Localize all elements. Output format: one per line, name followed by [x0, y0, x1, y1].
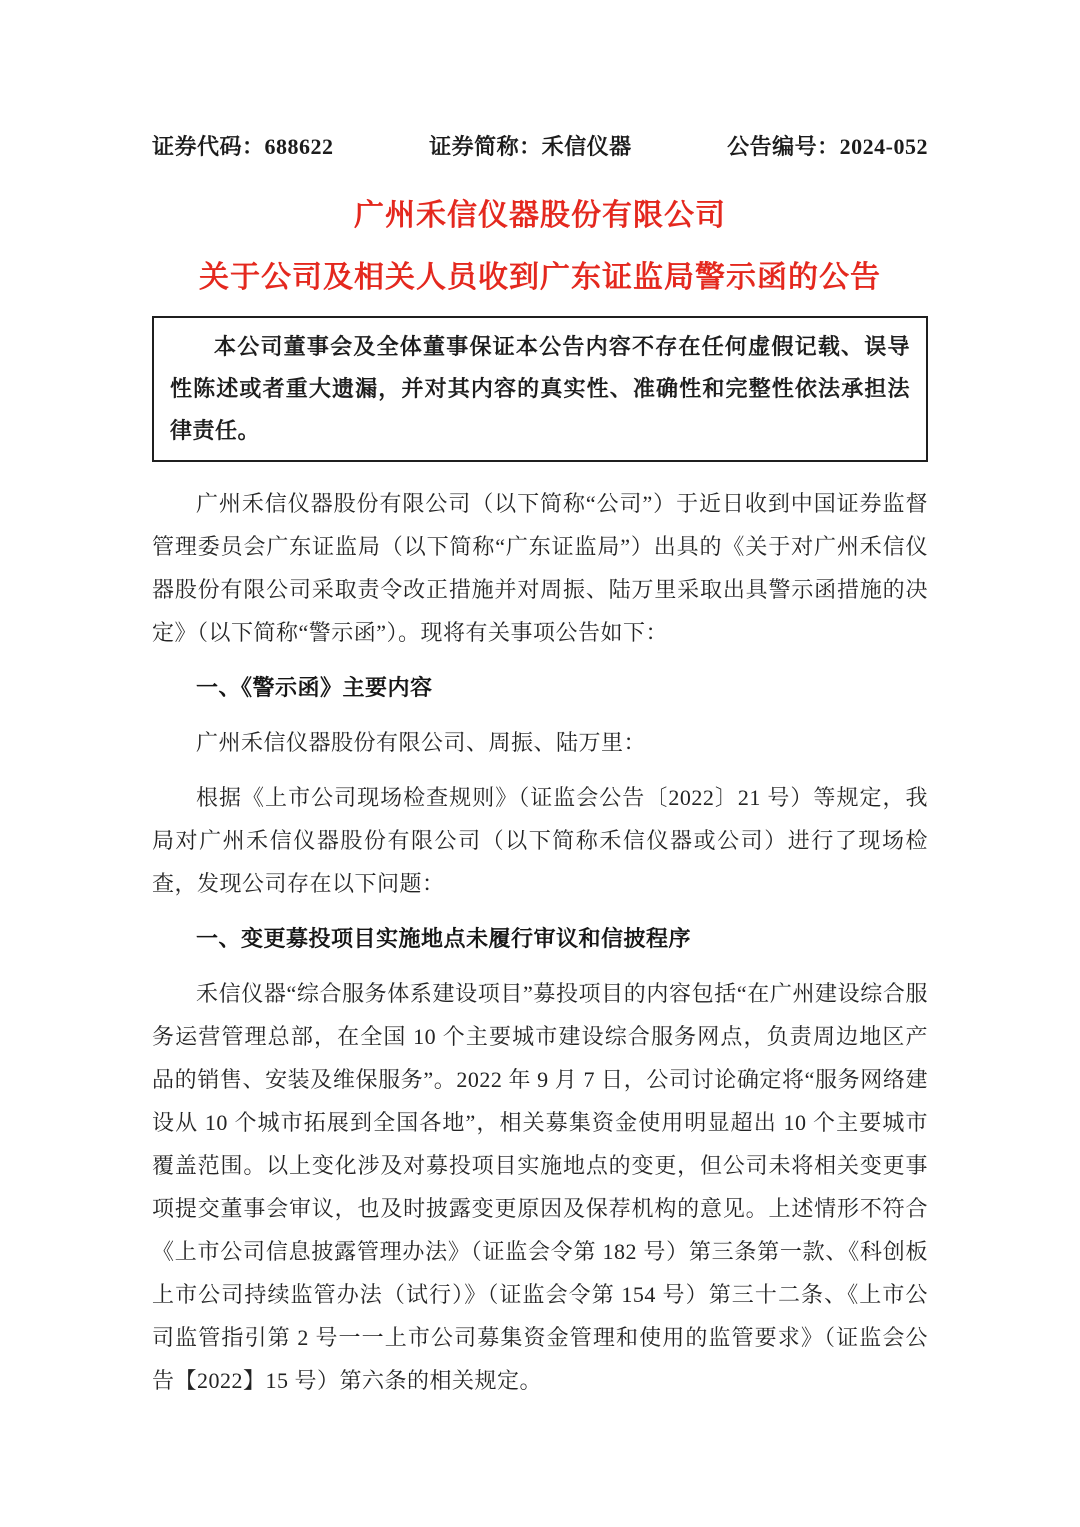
board-disclaimer-text: 本公司董事会及全体董事保证本公告内容不存在任何虚假记载、误导性陈述或者重大遗漏，并对其内容的真实性、准确性和完整性依法承担法律责任。 [170, 334, 910, 443]
announcement-title: 关于公司及相关人员收到广东证监局警示函的公告 [199, 261, 881, 294]
addressee-paragraph: 广州禾信仪器股份有限公司、周振、陆万里： [196, 730, 647, 755]
issue-heading-fundraising-location-change: 一、变更募投项目实施地点未履行审议和信披程序 [196, 926, 692, 951]
inspection-basis-paragraph: 根据《上市公司现场检查规则》（证监会公告〔2022〕21 号）等规定，我局对广州禾信仪器股份有限公司（以下简称禾信仪器或公司）进行了现场检查，发现公司存在以下问题： [152, 785, 928, 896]
announcement-number-label: 公告编号：2024-052 [727, 134, 928, 159]
issue-detail-paragraph: 禾信仪器“综合服务体系建设项目”募投项目的内容包括“在广州建设综合服务运营管理总部，在全国 10 个主要城市建设综合服务网点，负责周边地区产品的销售、安装及维保服务”。2022 年 9 月 7 日，公司讨论确定将“服务网络建设从 10 个城市拓展到全国各地”，相关募集资金使用明显超出 10 个主要城市覆盖范围。以上变化涉及对募投项目实施地点的变更，但公司未将相关变更事项提交董事会审议，也及时披露变更原因及保荐机构的意见。上述情形不符合《上市公司信息披露管理办法》（证监会令第 182 号）第三条第一款、《科创板上市公司持续监管办法（试行）》（证监会令第 154 号）第三十二条、《上市公司监管指引第 2 号一一上市公司募集资金管理和使用的监管要求》（证监会公告【2022】15 号）第六条的相关规定。 [152, 981, 928, 1393]
section-heading-warning-letter-content: 一、《警示函》主要内容 [196, 675, 433, 700]
company-name-title: 广州禾信仪器股份有限公司 [354, 199, 726, 232]
announcement-body [152, 482, 928, 1402]
stock-code-label: 证券代码：688622 [152, 134, 334, 159]
intro-paragraph: 广州禾信仪器股份有限公司（以下简称“公司”）于近日收到中国证券监督管理委员会广东证监局（以下简称“广东证监局”）出具的《关于对广州禾信仪器股份有限公司采取责令改正措施并对周振、陆万里采取出具警示函措施的决定》（以下简称“警示函”）。现将有关事项公告如下： [152, 491, 928, 645]
board-disclaimer-box [152, 316, 928, 462]
document-header [152, 132, 928, 162]
stock-name-label: 证券简称：禾信仪器 [429, 134, 632, 159]
